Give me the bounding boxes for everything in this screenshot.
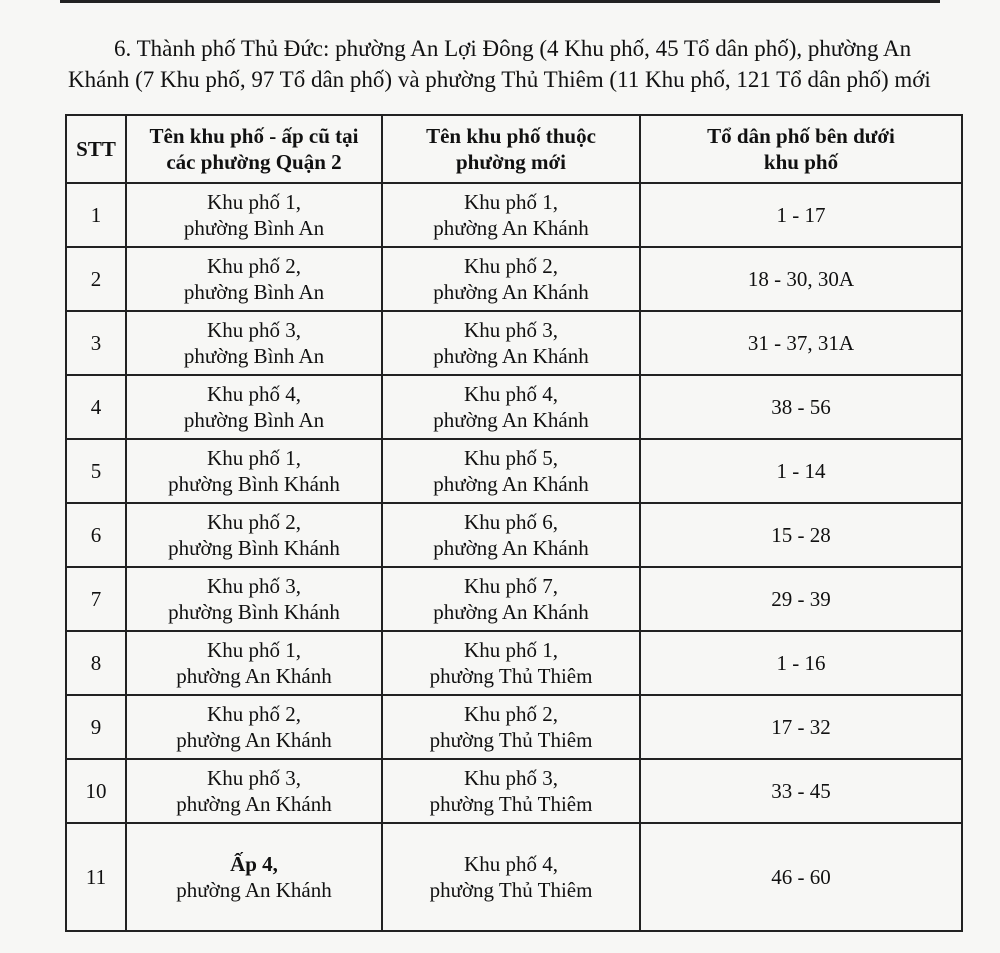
cell-old-name: Khu phố 3, phường An Khánh — [126, 759, 382, 823]
table-row — [66, 759, 962, 823]
cell-stt: 9 — [66, 695, 126, 759]
cell-groups: 29 - 39 — [640, 567, 962, 631]
cell-new-name: Khu phố 5, phường An Khánh — [382, 439, 640, 503]
cell-old-name: Ấp 4, phường An Khánh — [126, 823, 382, 931]
cell-old-name: Khu phố 1, phường Bình Khánh — [126, 439, 382, 503]
neighborhood-table — [65, 114, 963, 932]
cell-groups: 38 - 56 — [640, 375, 962, 439]
cell-new-name: Khu phố 1, phường An Khánh — [382, 183, 640, 247]
cell-groups: 1 - 14 — [640, 439, 962, 503]
cell-groups: 18 - 30, 30A — [640, 247, 962, 311]
cell-stt: 1 — [66, 183, 126, 247]
table-row — [66, 695, 962, 759]
table-header-row — [66, 115, 962, 183]
cell-groups: 33 - 45 — [640, 759, 962, 823]
cell-stt: 3 — [66, 311, 126, 375]
cell-stt: 10 — [66, 759, 126, 823]
cell-stt: 4 — [66, 375, 126, 439]
table-row — [66, 183, 962, 247]
cell-new-name: Khu phố 3, phường Thủ Thiêm — [382, 759, 640, 823]
cell-stt: 2 — [66, 247, 126, 311]
cell-stt: 11 — [66, 823, 126, 931]
table-row — [66, 311, 962, 375]
cell-groups: 46 - 60 — [640, 823, 962, 931]
cell-old-name: Khu phố 2, phường Bình An — [126, 247, 382, 311]
cell-new-name: Khu phố 4, phường Thủ Thiêm — [382, 823, 640, 931]
cell-new-name: Khu phố 2, phường An Khánh — [382, 247, 640, 311]
cell-groups: 15 - 28 — [640, 503, 962, 567]
table-row — [66, 375, 962, 439]
cell-new-name: Khu phố 2, phường Thủ Thiêm — [382, 695, 640, 759]
header-stt: STT — [66, 115, 126, 183]
header-groups: Tổ dân phố bên dưới khu phố — [640, 115, 962, 183]
table-row — [66, 823, 962, 931]
cell-stt: 5 — [66, 439, 126, 503]
cell-new-name: Khu phố 6, phường An Khánh — [382, 503, 640, 567]
cell-new-name: Khu phố 3, phường An Khánh — [382, 311, 640, 375]
cell-groups: 31 - 37, 31A — [640, 311, 962, 375]
cell-groups: 1 - 16 — [640, 631, 962, 695]
cell-old-name: Khu phố 2, phường An Khánh — [126, 695, 382, 759]
section-intro — [68, 33, 948, 95]
header-old-name: Tên khu phố - ấp cũ tại các phường Quận 2 — [126, 115, 382, 183]
cell-old-name: Khu phố 3, phường Bình Khánh — [126, 567, 382, 631]
table-row — [66, 439, 962, 503]
cell-groups: 1 - 17 — [640, 183, 962, 247]
cell-groups: 17 - 32 — [640, 695, 962, 759]
cell-new-name: Khu phố 7, phường An Khánh — [382, 567, 640, 631]
cell-old-name: Khu phố 2, phường Bình Khánh — [126, 503, 382, 567]
cell-old-name: Khu phố 3, phường Bình An — [126, 311, 382, 375]
table-row — [66, 567, 962, 631]
cell-stt: 6 — [66, 503, 126, 567]
cell-new-name: Khu phố 1, phường Thủ Thiêm — [382, 631, 640, 695]
table-row — [66, 631, 962, 695]
header-new-name: Tên khu phố thuộc phường mới — [382, 115, 640, 183]
cell-old-name: Khu phố 1, phường An Khánh — [126, 631, 382, 695]
top-rule — [60, 0, 940, 3]
cell-old-name: Khu phố 4, phường Bình An — [126, 375, 382, 439]
section-intro-text: 6. Thành phố Thủ Đức: phường An Lợi Đông (4 Khu phố, 45 Tổ dân phố), phường An Khánh (7 Khu phố, 97 Tổ dân phố) và phường Thủ Thiêm (11 Khu phố, 121 Tổ dân phố) mới — [68, 36, 931, 92]
cell-stt: 7 — [66, 567, 126, 631]
cell-old-name: Khu phố 1, phường Bình An — [126, 183, 382, 247]
cell-new-name: Khu phố 4, phường An Khánh — [382, 375, 640, 439]
cell-stt: 8 — [66, 631, 126, 695]
table-row — [66, 247, 962, 311]
table-row — [66, 503, 962, 567]
